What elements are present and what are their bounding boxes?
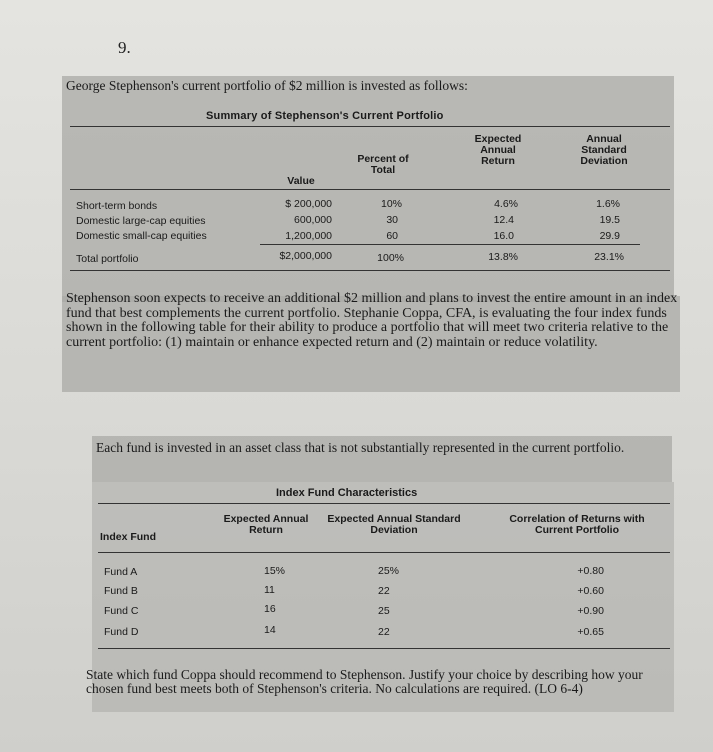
table1-header-rule [70, 189, 670, 190]
row-percent: 30 [386, 214, 398, 226]
table2-header-fund: Index Fund [100, 531, 156, 543]
fund-return: 14 [264, 624, 276, 636]
table1-header-return: Expected Annual Return [474, 133, 522, 167]
row-label: Domestic large-cap equities [76, 215, 206, 227]
row-stdev: 1.6% [596, 198, 620, 210]
table1-header-stdev: Annual Standard Deviation [580, 133, 628, 167]
row-stdev: 29.9 [599, 230, 620, 242]
fund-return: 11 [264, 584, 275, 596]
fund-corr: +0.80 [577, 565, 604, 577]
table2-header-corr: Correlation of Returns with Current Portfolio [509, 513, 645, 536]
fund-sd: 22 [378, 626, 390, 638]
row-value: 1,200,000 [285, 230, 332, 242]
table2-header-sd: Expected Annual Standard Deviation [327, 513, 461, 536]
table2-top-rule [98, 503, 670, 504]
row-label: Short-term bonds [76, 200, 158, 212]
table2-header-rule [98, 552, 670, 553]
row-label: Total portfolio [76, 253, 139, 265]
fund-corr: +0.90 [577, 605, 604, 617]
table2-bottom-rule [98, 648, 670, 649]
table1-total-rule [260, 244, 640, 245]
row-value: $2,000,000 [279, 250, 332, 262]
question-number: 9. [118, 38, 131, 57]
row-return: 4.6% [494, 198, 518, 210]
fund-name: Fund B [104, 585, 138, 597]
row-percent: 100% [377, 252, 404, 264]
row-stdev: 23.1% [594, 251, 624, 263]
intro-text: George Stephenson's current portfolio of $2 million is invested as follows: [66, 78, 468, 93]
row-percent: 60 [386, 230, 398, 242]
question-text: State which fund Coppa should recommend to Stephenson. Justify your choice by describing how your chosen fund best meets both of Stephenson's criteria. No calculations are required. (LO 6-4) [86, 667, 643, 696]
fund-sd: 25 [378, 605, 390, 617]
row-value: 600,000 [294, 214, 332, 226]
fund-name: Fund C [104, 605, 139, 617]
table1-title: Summary of Stephenson's Current Portfolio [206, 110, 444, 122]
scenario-paragraph: Stephenson soon expects to receive an additional $2 million and plans to invest the entire amount in an index fund that best complements the current portfolio. Stephanie Coppa, CFA, is evaluating the four index funds shown in the following table for their ability to produce a portfolio that will meet two criteria relative to the current portfolio: (1) maintain or enhance expected return and (2) maintain or reduce volatility. [66, 291, 678, 350]
fund-name: Fund D [104, 626, 139, 638]
table1-header-percent: Percent of Total [357, 153, 409, 176]
fund-corr: +0.60 [577, 585, 604, 597]
table1-header-value: Value [287, 175, 315, 187]
table2-title: Index Fund Characteristics [276, 487, 418, 499]
row-value: $ 200,000 [285, 198, 332, 210]
row-percent: 10% [380, 198, 402, 210]
row-return: 13.8% [488, 251, 518, 263]
table2-header-return: Expected Annual Return [223, 513, 309, 536]
row-stdev: 19.5 [599, 214, 620, 226]
fund-name: Fund A [104, 566, 138, 578]
row-return: 12.4 [493, 214, 514, 226]
fund-corr: +0.65 [577, 626, 604, 638]
table1-top-rule [70, 126, 670, 127]
fund-sd: 25% [378, 565, 400, 577]
fund-sd: 22 [378, 585, 390, 597]
fund-return: 15% [264, 565, 286, 577]
table1-bottom-rule [70, 270, 670, 271]
row-return: 16.0 [493, 230, 514, 242]
row-label: Domestic small-cap equities [76, 230, 207, 242]
fund-note-paragraph: Each fund is invested in an asset class that is not substantially represented in the current portfolio. [96, 440, 625, 455]
fund-return: 16 [264, 603, 276, 615]
